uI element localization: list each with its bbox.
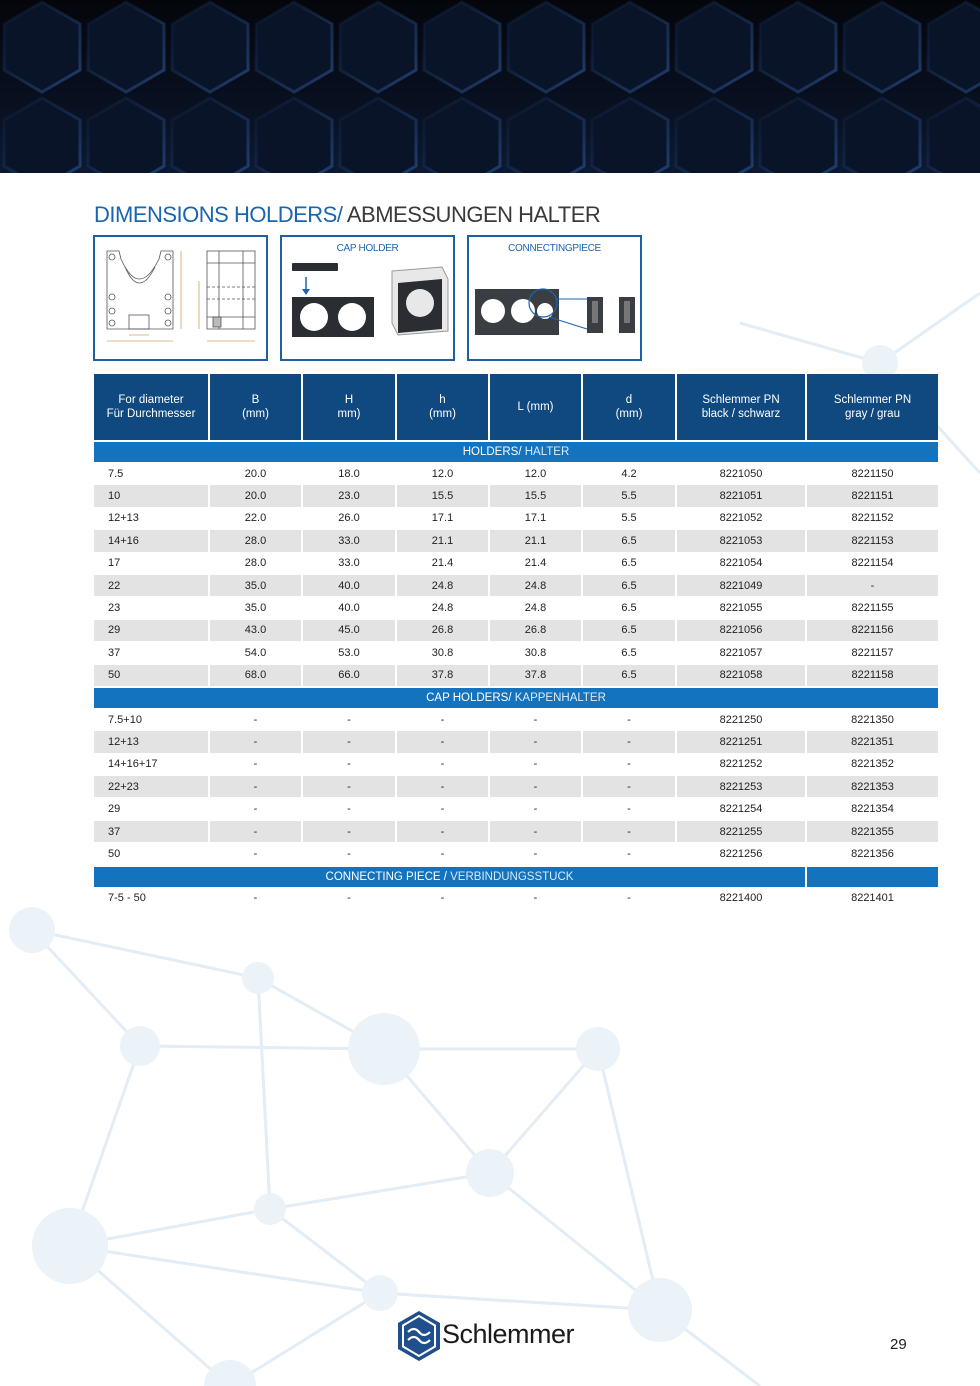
table-cell: 10 (94, 484, 210, 506)
table-cell: - (583, 842, 677, 864)
table-cell: 40.0 (303, 574, 397, 596)
table-cell: 6.5 (583, 596, 677, 618)
header-diameter: For diameter Für Durchmesser (94, 374, 210, 440)
table-cell: 8221354 (807, 797, 938, 819)
table-row (94, 619, 938, 641)
header-l: L (mm) (490, 374, 583, 440)
table-row (94, 730, 938, 752)
table-cell: 21.1 (490, 529, 583, 551)
table-cell: 4.2 (583, 462, 677, 484)
table-cell: 8221255 (677, 820, 807, 842)
table-cell: 17.1 (397, 507, 490, 529)
section-connecting-piece (94, 865, 938, 887)
table-row (94, 641, 938, 663)
figure-connecting-piece (467, 235, 642, 361)
figure-caption-cap-holder: CAP HOLDER (336, 243, 399, 254)
table-cell: 8221254 (677, 797, 807, 819)
table-cell: 12.0 (490, 462, 583, 484)
table-cell: 22.0 (210, 507, 303, 529)
title-en: DIMENSIONS HOLDERS (94, 202, 337, 227)
table-cell: 21.1 (397, 529, 490, 551)
table-row (94, 462, 938, 484)
table-row (94, 574, 938, 596)
table-cell: 35.0 (210, 574, 303, 596)
table-cell: 8221250 (677, 708, 807, 730)
schlemmer-logo (396, 1310, 596, 1362)
table-cell: 40.0 (303, 596, 397, 618)
table-cell: 7.5 (94, 462, 210, 484)
table-cell: 8221152 (807, 507, 938, 529)
table-cell: 8221051 (677, 484, 807, 506)
table-row (94, 596, 938, 618)
header-H: H mm) (303, 374, 397, 440)
table-row (94, 887, 938, 909)
page-title (94, 202, 600, 228)
table-cell: - (210, 887, 303, 909)
table-cell: 37 (94, 820, 210, 842)
table-cell: 8221153 (807, 529, 938, 551)
table-cell: 8221155 (807, 596, 938, 618)
table-cell: 53.0 (303, 641, 397, 663)
table-cell: 8221058 (677, 664, 807, 686)
table-row (94, 753, 938, 775)
table-cell: 68.0 (210, 664, 303, 686)
table-cell: - (397, 730, 490, 752)
table-cell: 8221055 (677, 596, 807, 618)
table-cell: - (397, 753, 490, 775)
section-connecting-piece-label: CONNECTING PIECE / VERBINDUNGSSTÜCK (94, 865, 807, 887)
table-cell: 14+16 (94, 529, 210, 551)
hexagon-pattern (0, 0, 980, 173)
table-cell: - (210, 820, 303, 842)
table-cell: 8221353 (807, 775, 938, 797)
table-cell: 24.8 (397, 596, 490, 618)
figure-technical-drawing (93, 235, 268, 361)
table-cell: 23.0 (303, 484, 397, 506)
table-cell: - (303, 887, 397, 909)
table-row (94, 529, 938, 551)
table-cell: - (490, 708, 583, 730)
table-cell: 17 (94, 552, 210, 574)
table-cell: 21.4 (490, 552, 583, 574)
table-cell: 37 (94, 641, 210, 663)
table-cell: 43.0 (210, 619, 303, 641)
table-cell: 8221400 (677, 887, 807, 909)
table-cell: 22+23 (94, 775, 210, 797)
header-pn-gray: Schlemmer PN gray / grau (807, 374, 938, 440)
table-cell: - (303, 730, 397, 752)
table-cell: 8221356 (807, 842, 938, 864)
table-cell: 24.8 (490, 596, 583, 618)
table-cell: 6.5 (583, 619, 677, 641)
table-cell: 6.5 (583, 552, 677, 574)
table-cell: 8221252 (677, 753, 807, 775)
table-cell: - (210, 708, 303, 730)
table-cell: 35.0 (210, 596, 303, 618)
table-cell: 8221158 (807, 664, 938, 686)
table-cell: - (303, 708, 397, 730)
table-cell: 15.5 (397, 484, 490, 506)
table-cell: 8221355 (807, 820, 938, 842)
table-cell: - (303, 820, 397, 842)
header-band (0, 0, 980, 173)
table-row (94, 552, 938, 574)
table-cell: 8221156 (807, 619, 938, 641)
table-cell: - (397, 797, 490, 819)
table-cell: 20.0 (210, 484, 303, 506)
schlemmer-hexagon-logo-icon (396, 1310, 442, 1362)
section-holders-label: HOLDERS/ HALTER (94, 440, 938, 462)
table-cell: 8221256 (677, 842, 807, 864)
table-row (94, 820, 938, 842)
table-cell: 45.0 (303, 619, 397, 641)
table-cell: 37.8 (490, 664, 583, 686)
table-cell: - (397, 775, 490, 797)
table-cell: 14+16+17 (94, 753, 210, 775)
figure-cap-holder (280, 235, 455, 361)
table-cell: 6.5 (583, 529, 677, 551)
table-cell: 5.5 (583, 484, 677, 506)
table-cell: - (303, 842, 397, 864)
header-pn-black: Schlemmer PN black / schwarz (677, 374, 807, 440)
table-cell: - (397, 842, 490, 864)
table-cell: - (490, 730, 583, 752)
table-cell: 8221401 (807, 887, 938, 909)
table-row (94, 708, 938, 730)
table-cell: - (397, 820, 490, 842)
table-cell: 26.0 (303, 507, 397, 529)
table-cell: 17.1 (490, 507, 583, 529)
table-cell: 18.0 (303, 462, 397, 484)
table-cell: 8221351 (807, 730, 938, 752)
figure-caption-connecting-piece: CONNECTINGPIECE (508, 243, 601, 254)
table-header-row (94, 374, 938, 440)
table-row (94, 507, 938, 529)
table-cell: - (583, 775, 677, 797)
table-cell: 15.5 (490, 484, 583, 506)
header-h: h (mm) (397, 374, 490, 440)
table-cell: 26.8 (397, 619, 490, 641)
table-cell: - (583, 730, 677, 752)
table-cell: 24.8 (490, 574, 583, 596)
section-holders (94, 440, 938, 462)
title-de: ABMESSUNGEN HALTER (346, 202, 601, 227)
table-cell: 24.8 (397, 574, 490, 596)
table-cell: 26.8 (490, 619, 583, 641)
table-cell: - (490, 797, 583, 819)
table-cell: 8221150 (807, 462, 938, 484)
table-cell: 7-5 - 50 (94, 887, 210, 909)
section-cap-holders (94, 686, 938, 708)
table-cell: 37.8 (397, 664, 490, 686)
table-row (94, 797, 938, 819)
table-cell: - (583, 820, 677, 842)
page-number: 29 (890, 1336, 907, 1353)
table-cell: 30.8 (490, 641, 583, 663)
table-cell: 29 (94, 797, 210, 819)
table-row (94, 484, 938, 506)
table-cell: 33.0 (303, 552, 397, 574)
table-cell: 12+13 (94, 507, 210, 529)
table-cell: 8221056 (677, 619, 807, 641)
table-cell: - (210, 797, 303, 819)
table-cell: 12.0 (397, 462, 490, 484)
table-cell: - (210, 842, 303, 864)
table-cell: 29 (94, 619, 210, 641)
table-cell: 30.8 (397, 641, 490, 663)
table-cell: 33.0 (303, 529, 397, 551)
table-cell: 8221049 (677, 574, 807, 596)
table-cell: - (210, 753, 303, 775)
table-cell: - (583, 708, 677, 730)
table-cell: 66.0 (303, 664, 397, 686)
table-cell: - (210, 775, 303, 797)
table-cell: 8221154 (807, 552, 938, 574)
table-cell: 23 (94, 596, 210, 618)
table-cell: - (303, 775, 397, 797)
table-cell: - (583, 753, 677, 775)
table-cell: 50 (94, 664, 210, 686)
table-cell: - (490, 887, 583, 909)
connecting-piece-icon (469, 237, 640, 359)
section-cap-holders-label: CAP HOLDERS/ KAPPENHALTER (94, 686, 938, 708)
table-cell: - (490, 753, 583, 775)
table-cell: 5.5 (583, 507, 677, 529)
title-separator: / (336, 202, 343, 227)
table-cell: 8221053 (677, 529, 807, 551)
table-cell: - (490, 820, 583, 842)
table-cell: 54.0 (210, 641, 303, 663)
table-cell: 8221352 (807, 753, 938, 775)
table-row (94, 664, 938, 686)
table-cell: - (303, 753, 397, 775)
header-d: d (mm) (583, 374, 677, 440)
section-blank-cell (807, 865, 938, 887)
table-cell: 8221050 (677, 462, 807, 484)
logo-wordmark: Schlemmer (442, 1319, 575, 1349)
table-cell: 8221253 (677, 775, 807, 797)
table-cell: - (490, 842, 583, 864)
table-row (94, 842, 938, 864)
table-row (94, 775, 938, 797)
table-cell: 22 (94, 574, 210, 596)
table-cell: 8221151 (807, 484, 938, 506)
table-cell: 7.5+10 (94, 708, 210, 730)
dimensions-table (94, 374, 938, 909)
table-cell: 6.5 (583, 664, 677, 686)
table-cell: 8221157 (807, 641, 938, 663)
table-cell: 50 (94, 842, 210, 864)
table-cell: - (397, 887, 490, 909)
table-cell: 6.5 (583, 641, 677, 663)
table-cell: - (807, 574, 938, 596)
table-cell: 28.0 (210, 529, 303, 551)
table-cell: 28.0 (210, 552, 303, 574)
table-cell: - (490, 775, 583, 797)
table-cell: - (210, 730, 303, 752)
table-cell: 8221054 (677, 552, 807, 574)
table-cell: - (583, 887, 677, 909)
cap-holder-icon (282, 237, 453, 359)
table-cell: - (397, 708, 490, 730)
table-cell: 8221052 (677, 507, 807, 529)
table-cell: 20.0 (210, 462, 303, 484)
table-cell: 8221057 (677, 641, 807, 663)
table-cell: - (583, 797, 677, 819)
header-b: B (mm) (210, 374, 303, 440)
table-cell: - (303, 797, 397, 819)
table-cell: 6.5 (583, 574, 677, 596)
table-cell: 8221251 (677, 730, 807, 752)
table-cell: 8221350 (807, 708, 938, 730)
table-cell: 21.4 (397, 552, 490, 574)
table-cell: 12+13 (94, 730, 210, 752)
holder-drawing-icon (95, 237, 266, 359)
